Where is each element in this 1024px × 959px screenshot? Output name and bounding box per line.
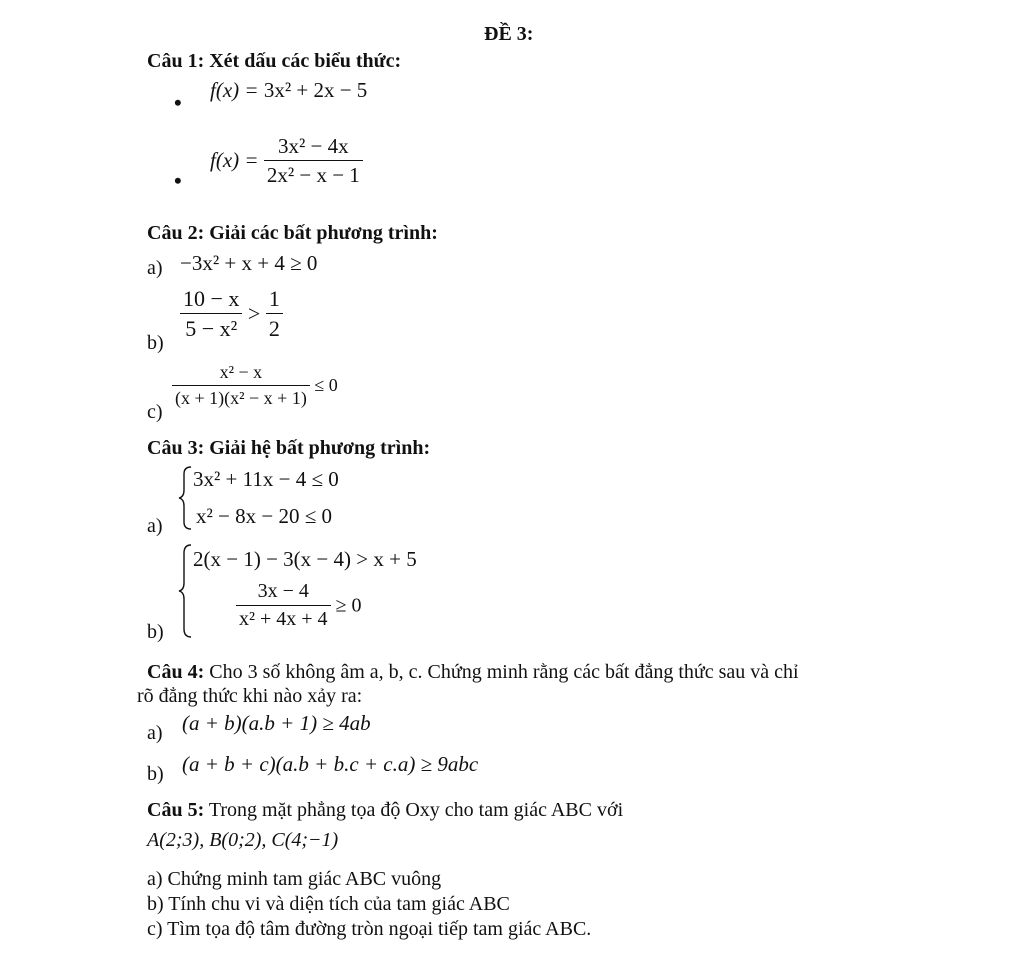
fraction-denominator: 2x² − x − 1 <box>266 163 360 188</box>
q3-b-fraction <box>236 580 331 631</box>
q4-heading-rest: Cho 3 số không âm a, b, c. Chứng minh rằng các bất đẳng thức sau và chỉ <box>204 661 799 683</box>
q1-expr-2 <box>210 134 363 187</box>
q2-b-operator: > <box>247 300 261 326</box>
fraction-numerator: 3x − 4 <box>257 580 309 602</box>
q5-item-a: a) Chứng minh tam giác ABC vuông <box>147 868 442 890</box>
fraction-denominator: (x + 1)(x² − x + 1) <box>175 387 307 408</box>
q3-heading: Câu 3: Giải hệ bất phương trình: <box>147 437 431 459</box>
fraction-denominator: 2 <box>268 316 280 342</box>
q4-heading-bold: Câu 4: <box>147 661 205 683</box>
q4-heading <box>147 662 799 682</box>
q4-line2: rõ đẳng thức khi nào xảy ra: <box>137 685 363 707</box>
q2-a-label: a) <box>147 257 163 279</box>
fraction-numerator: 3x² − 4x <box>277 134 349 158</box>
q3-b-line1: 2(x − 1) − 3(x − 4) > x + 5 <box>193 547 417 571</box>
fraction-denominator: x² + 4x + 4 <box>239 608 328 630</box>
fraction-numerator: x² − x <box>219 362 263 382</box>
q2-c-label: c) <box>147 401 163 423</box>
exam-title: ĐỀ 3: <box>484 23 534 45</box>
q2-c-operator: ≤ 0 <box>314 375 338 396</box>
q1-expr-1 <box>210 80 367 101</box>
fraction-numerator: 1 <box>268 286 280 311</box>
q3-b-line2 <box>236 580 362 631</box>
q2-a-expr: −3x² + x + 4 ≥ 0 <box>180 251 318 275</box>
q4-a-label: a) <box>147 722 163 744</box>
q5-points: A(2;3), B(0;2), C(4;−1) <box>147 829 339 851</box>
q1-heading: Câu 1: Xét dấu các biểu thức: <box>147 50 402 72</box>
fraction-numerator: 10 − x <box>183 286 240 311</box>
q3-a-line2: x² − 8x − 20 ≤ 0 <box>196 504 333 528</box>
fraction-bar <box>264 160 363 161</box>
q5-heading-bold: Câu 5: <box>147 799 205 821</box>
q5-heading-rest: Trong mặt phẳng tọa độ Oxy cho tam giác ABC với <box>204 799 624 821</box>
q2-b-fraction-right <box>266 286 283 342</box>
q3-b-brace <box>178 544 194 638</box>
q1-expr-1-lhs: f(x) = <box>210 78 264 102</box>
q1-expr-2-lhs: f(x) = <box>210 148 264 173</box>
q3-a-brace <box>178 466 194 530</box>
q3-a-line1: 3x² + 11x − 4 ≤ 0 <box>193 467 339 491</box>
q4-b-label: b) <box>147 763 164 785</box>
q4-b-expr: (a + b + c)(a.b + b.c + c.a) ≥ 9abc <box>182 752 479 776</box>
q5-item-c: c) Tìm tọa độ tâm đường tròn ngoại tiếp tam giác ABC. <box>147 918 592 940</box>
q3-b-operator: ≥ 0 <box>335 594 362 617</box>
q1-expr-1-rhs: 3x² + 2x − 5 <box>263 78 368 102</box>
fraction-bar <box>266 313 283 314</box>
fraction-denominator: 5 − x² <box>185 316 238 342</box>
bullet-2: • <box>174 168 182 193</box>
q4-a-expr: (a + b)(a.b + 1) ≥ 4ab <box>182 711 371 735</box>
q5-heading <box>147 800 623 820</box>
q3-b-label: b) <box>147 621 164 643</box>
q5-item-b: b) Tính chu vi và diện tích của tam giác ABC <box>147 893 510 915</box>
fraction-bar <box>236 605 331 606</box>
fraction-bar <box>180 313 242 314</box>
bullet-1: • <box>174 90 182 115</box>
q2-b-expr <box>180 286 283 342</box>
fraction-bar <box>172 385 310 386</box>
q2-c-fraction <box>172 362 310 408</box>
q1-expr-2-fraction <box>264 134 363 187</box>
q2-heading: Câu 2: Giải các bất phương trình: <box>147 222 438 244</box>
q3-a-label: a) <box>147 515 163 537</box>
q2-b-fraction-left <box>180 286 242 342</box>
q2-c-expr <box>172 362 338 408</box>
q2-b-label: b) <box>147 332 164 354</box>
